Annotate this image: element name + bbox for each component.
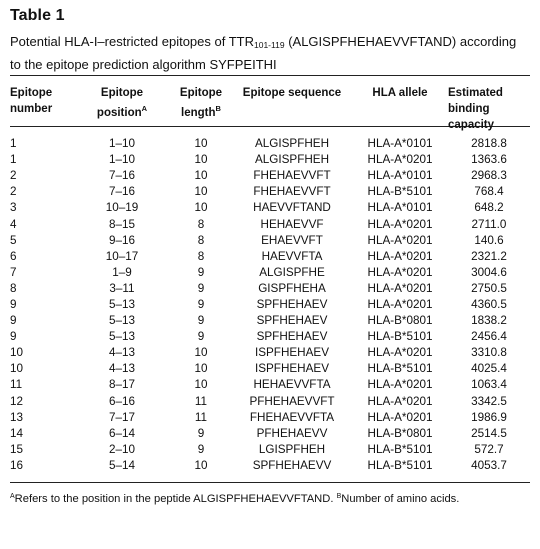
cell-binding-capacity: 1838.2 (471, 314, 507, 328)
cell-hla-allele: HLA-A*0201 (367, 265, 433, 279)
cell-epitope-position: 5–13 (108, 297, 135, 311)
cell-epitope-sequence: ALGISPFHEH (254, 153, 330, 167)
cell-epitope-length: 11 (194, 394, 208, 408)
cell-epitope-length: 11 (194, 410, 208, 424)
cell-epitope-length: 10 (194, 201, 208, 215)
cell-epitope-number: 16 (10, 458, 24, 472)
table-row (10, 329, 530, 345)
cell-binding-capacity: 4053.7 (471, 458, 507, 472)
cell-epitope-number: 14 (10, 426, 24, 440)
table-row (10, 458, 530, 474)
cell-hla-allele: HLA-A*0201 (367, 378, 433, 392)
cell-epitope-sequence: ALGISPFHEH (254, 137, 330, 151)
table-title: Table 1 (10, 7, 65, 24)
cell-epitope-sequence: ISPFHEHAEV (254, 362, 330, 376)
table-row (10, 394, 530, 410)
cell-epitope-length: 10 (194, 458, 208, 472)
table-body (10, 133, 530, 474)
cell-epitope-position: 6–14 (108, 426, 135, 440)
cell-epitope-sequence: FHEHAEVVFT (253, 169, 331, 183)
cell-hla-allele: HLA-A*0201 (367, 281, 433, 295)
cell-epitope-number: 9 (10, 297, 17, 311)
cell-epitope-position: 1–9 (112, 265, 132, 279)
cell-epitope-position: 5–14 (108, 458, 135, 472)
cell-epitope-number: 1 (10, 153, 17, 167)
cell-epitope-length: 10 (194, 137, 208, 151)
cell-binding-capacity: 4360.5 (471, 297, 507, 311)
cell-epitope-position: 7–17 (108, 410, 135, 424)
cell-hla-allele: HLA-A*0201 (367, 217, 433, 231)
cell-hla-allele: HLA-B*5101 (367, 362, 433, 376)
cell-epitope-sequence: ALGISPFHE (259, 265, 325, 279)
cell-epitope-number: 1 (10, 137, 17, 151)
cell-hla-allele: HLA-A*0101 (367, 169, 433, 183)
cell-binding-capacity: 2514.5 (471, 426, 507, 440)
footnote-mark-a: A (141, 104, 148, 113)
cell-hla-allele: HLA-A*0101 (367, 137, 433, 151)
cell-hla-allele: HLA-B*0801 (367, 314, 433, 328)
cell-hla-allele: HLA-A*0201 (367, 153, 433, 167)
cell-binding-capacity: 2750.5 (471, 281, 507, 295)
cell-epitope-position: 6–16 (108, 394, 135, 408)
cell-binding-capacity: 1986.9 (471, 410, 507, 424)
cell-epitope-number: 9 (10, 314, 17, 328)
cell-hla-allele: HLA-B*0801 (367, 426, 433, 440)
table-row (10, 184, 530, 200)
cell-epitope-sequence: EHAEVVFT (261, 233, 323, 247)
caption-subscript: 101-119 (254, 40, 285, 50)
cell-epitope-sequence: SPFHEHAEV (256, 297, 328, 311)
cell-epitope-sequence: LGISPFHEH (258, 442, 326, 456)
bottom-rule (10, 482, 530, 483)
cell-epitope-sequence: PFHEHAEVV (256, 426, 328, 440)
cell-hla-allele: HLA-A*0201 (367, 346, 433, 360)
cell-epitope-position: 5–13 (108, 314, 135, 328)
cell-epitope-number: 3 (10, 201, 17, 215)
cell-epitope-sequence: FHEHAEVVFTA (249, 410, 335, 424)
cell-epitope-number: 12 (10, 394, 24, 408)
cell-hla-allele: HLA-A*0201 (367, 410, 433, 424)
cell-epitope-sequence: FHEHAEVVFT (253, 185, 331, 199)
cell-binding-capacity: 2968.3 (471, 169, 507, 183)
table-row (10, 345, 530, 361)
cell-epitope-length: 10 (194, 153, 208, 167)
header-epitope-number: Epitope number (10, 87, 53, 115)
cell-epitope-position: 3–11 (109, 281, 135, 295)
cell-binding-capacity: 3342.5 (471, 394, 507, 408)
cell-epitope-position: 1–10 (108, 137, 135, 151)
cell-epitope-length: 10 (194, 378, 208, 392)
cell-epitope-position: 2–10 (108, 442, 135, 456)
cell-binding-capacity: 648.2 (474, 201, 504, 215)
cell-epitope-length: 9 (197, 330, 205, 344)
cell-binding-capacity: 2711.0 (471, 217, 507, 231)
cell-hla-allele: HLA-B*5101 (367, 458, 433, 472)
cell-epitope-sequence: SPFHEHAEV (256, 330, 328, 344)
footnote-mark-b: B (215, 104, 221, 113)
cell-epitope-length: 8 (197, 217, 205, 231)
table-caption (10, 32, 530, 74)
cell-hla-allele: HLA-A*0101 (367, 201, 433, 215)
cell-epitope-position: 9–16 (108, 233, 135, 247)
cell-epitope-position: 5–13 (108, 330, 135, 344)
cell-hla-allele: HLA-B*5101 (367, 330, 433, 344)
cell-epitope-length: 9 (197, 281, 205, 295)
header-hla-allele: HLA allele (372, 87, 428, 99)
cell-binding-capacity: 768.4 (474, 185, 504, 199)
header-row (10, 85, 530, 133)
cell-epitope-number: 7 (10, 265, 17, 279)
cell-epitope-sequence: HAEVVFTA (261, 249, 323, 263)
cell-epitope-number: 5 (10, 233, 17, 247)
cell-epitope-sequence: HAEVVFTAND (253, 201, 331, 215)
header-binding-capacity: Estimated binding capacity (448, 87, 503, 131)
cell-epitope-length: 9 (197, 426, 205, 440)
table-row (10, 281, 530, 297)
cell-binding-capacity: 140.6 (474, 233, 504, 247)
table-row (10, 377, 530, 393)
cell-epitope-position: 4–13 (108, 346, 135, 360)
cell-epitope-number: 8 (10, 281, 17, 295)
cell-binding-capacity: 572.7 (474, 442, 504, 456)
cell-epitope-length: 10 (194, 362, 208, 376)
cell-hla-allele: HLA-B*5101 (367, 185, 433, 199)
cell-epitope-sequence: HEHAEVVFTA (253, 378, 331, 392)
table-row (10, 426, 530, 442)
caption-text-line2: to the epitope prediction algorithm SYFPEITHI (10, 57, 277, 72)
cell-epitope-number: 10 (10, 346, 24, 360)
table-row (10, 361, 530, 377)
table-row (10, 249, 530, 265)
cell-epitope-number: 11 (10, 378, 23, 392)
cell-epitope-length: 9 (197, 265, 205, 279)
cell-epitope-position: 8–17 (108, 378, 135, 392)
cell-epitope-position: 7–16 (108, 169, 135, 183)
cell-epitope-sequence: PFHEHAEVVFT (249, 394, 335, 408)
cell-hla-allele: HLA-A*0201 (367, 394, 433, 408)
cell-hla-allele: HLA-A*0201 (367, 297, 433, 311)
table-row (10, 233, 530, 249)
cell-epitope-position: 10–17 (105, 249, 139, 263)
cell-epitope-number: 4 (10, 217, 17, 231)
cell-epitope-length: 10 (194, 346, 208, 360)
header-epitope-length: Epitope length$^B$ (179, 87, 223, 119)
cell-epitope-number: 2 (10, 169, 17, 183)
cell-epitope-position: 10–19 (105, 201, 139, 215)
caption-text-a: Potential HLA-I–restricted epitopes of TTR (10, 34, 254, 49)
cell-hla-allele: HLA-B*5101 (367, 442, 433, 456)
table-row (10, 313, 530, 329)
cell-binding-capacity: 1063.4 (471, 378, 507, 392)
cell-epitope-length: 8 (197, 249, 205, 263)
cell-epitope-sequence: ISPFHEHAEV (254, 346, 330, 360)
table-row (10, 442, 530, 458)
table-row (10, 152, 530, 168)
caption-text-b: (ALGISPFHEHAEVVFTAND) according (284, 34, 517, 49)
cell-epitope-number: 6 (10, 249, 17, 263)
cell-epitope-sequence: SPFHEHAEV (256, 314, 328, 328)
cell-binding-capacity: 3310.8 (471, 346, 507, 360)
table-row (10, 410, 530, 426)
cell-binding-capacity: 2321.2 (471, 249, 507, 263)
cell-binding-capacity: 1363.6 (471, 153, 507, 167)
header-epitope-position: Epitope position$^A$ (96, 87, 148, 119)
cell-binding-capacity: 3004.6 (471, 265, 507, 279)
cell-epitope-number: 10 (10, 362, 24, 376)
header-epitope-sequence: Epitope sequence (242, 87, 342, 99)
cell-epitope-length: 10 (194, 169, 208, 183)
table-row (10, 297, 530, 313)
table-row (10, 133, 530, 152)
table-row (10, 168, 530, 184)
cell-epitope-number: 9 (10, 330, 17, 344)
cell-epitope-length: 10 (194, 185, 208, 199)
cell-epitope-sequence: HEHAEVVF (260, 217, 324, 231)
cell-epitope-number: 2 (10, 185, 17, 199)
cell-epitope-position: 7–16 (108, 185, 135, 199)
cell-hla-allele: HLA-A*0201 (367, 249, 433, 263)
cell-epitope-length: 9 (197, 442, 205, 456)
table-row (10, 216, 530, 232)
cell-epitope-position: 4–13 (108, 362, 135, 376)
table-row (10, 200, 530, 216)
table-row (10, 265, 530, 281)
cell-epitope-length: 9 (197, 314, 205, 328)
epitope-table (10, 85, 530, 474)
cell-epitope-position: 1–10 (108, 153, 135, 167)
cell-binding-capacity: 2456.4 (471, 330, 507, 344)
cell-epitope-length: 9 (197, 297, 205, 311)
cell-binding-capacity: 2818.8 (471, 137, 507, 151)
cell-epitope-length: 8 (197, 233, 205, 247)
cell-binding-capacity: 4025.4 (471, 362, 507, 376)
cell-epitope-number: 15 (10, 442, 24, 456)
top-rule (10, 75, 530, 76)
cell-epitope-sequence: SPFHEHAEVV (252, 458, 332, 472)
table-footnote: $^A$Refers to the position in the peptide ALGISPFHEHAEVVFTAND. $^B$Number of amino acids. (10, 493, 460, 505)
cell-epitope-sequence: GISPFHEHA (258, 281, 326, 295)
cell-hla-allele: HLA-A*0201 (367, 233, 433, 247)
cell-epitope-number: 13 (10, 410, 24, 424)
cell-epitope-position: 8–15 (108, 217, 135, 231)
